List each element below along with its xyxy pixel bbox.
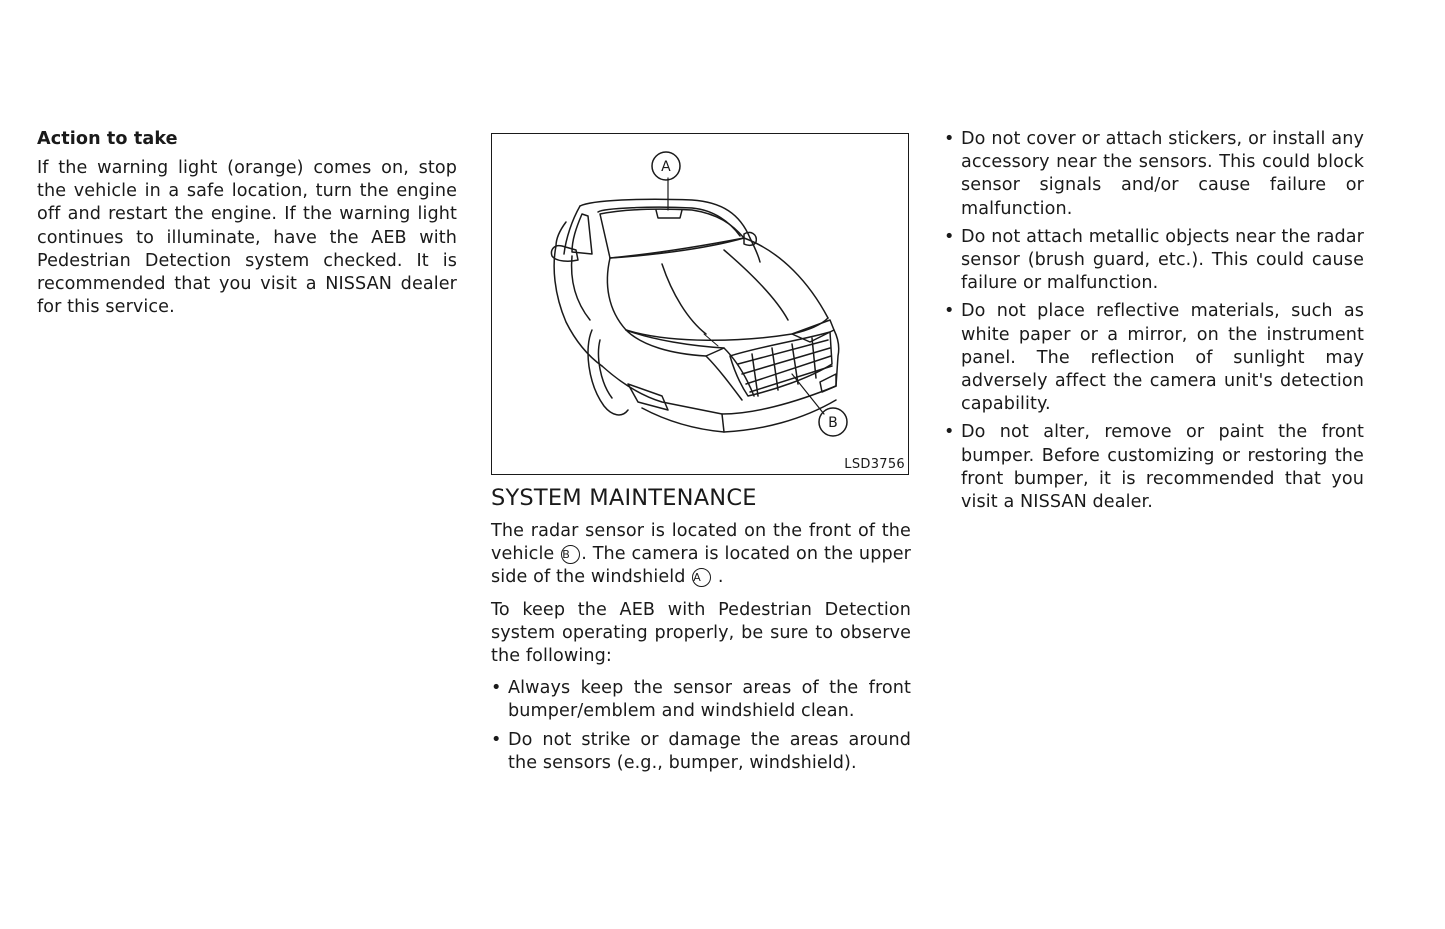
list-item: • Do not attach metallic objects near the radar sensor (brush guard, etc.). This could cause failure or malfunction.	[944, 226, 1364, 294]
action-paragraph: If the warning light (orange) comes on, stop the vehicle in a safe location, turn the engine off and restart the engine. If the warning light continues to illuminate, have the AEB with Pedestrian Detection system checked. It is recommended that you visit a NISSAN dealer for this service.	[37, 158, 457, 318]
car-front-illustration	[492, 134, 907, 473]
bullet-icon: •	[491, 678, 502, 699]
car-figure	[491, 133, 909, 475]
list-item: • Always keep the sensor areas of the front bumper/emblem and windshield clean.	[491, 678, 911, 722]
sensor-location-paragraph	[491, 520, 911, 590]
bullet-icon: •	[944, 226, 955, 247]
list-item: • Do not place reflective materials, such as white paper or a mirror, on the instrument panel. The reflection of sunlight may adversely affect the camera unit's detection capability.	[944, 301, 1364, 415]
bullet-icon: •	[944, 129, 955, 149]
left-column	[37, 128, 457, 328]
list-item: • Do not strike or damage the areas around the sensors (e.g., bumper, windshield).	[491, 729, 911, 773]
section-title: SYSTEM MAINTENANCE	[491, 485, 757, 511]
para1-text-1: The radar sensor is located on the front of the vehicle	[491, 521, 911, 565]
para1-text-3: .	[712, 567, 724, 588]
list-item: • Do not cover or attach stickers, or install any accessory near the sensors. This could block sensor signals and/or cause failure or malfunction.	[944, 129, 1364, 219]
bullet-icon: •	[944, 301, 955, 322]
middle-column	[491, 128, 911, 780]
right-column	[944, 128, 1364, 519]
marker-a: A	[692, 568, 711, 587]
bullet-icon: •	[944, 422, 955, 443]
callout-b-label: B	[828, 415, 838, 431]
figure-code: LSD3756	[844, 457, 905, 472]
precaution-bullet-list	[944, 128, 1364, 514]
para1-text-2: . The camera is located on the upper side of the windshield	[491, 544, 911, 588]
callout-a-label: A	[661, 159, 671, 175]
list-item: • Do not alter, remove or paint the front bumper. Before customizing or restoring the front bumper, it is recommended that you visit a NISSAN dealer.	[944, 422, 1364, 513]
bullet-icon: •	[491, 729, 502, 750]
marker-b: B	[561, 545, 580, 564]
maintenance-bullet-list	[491, 677, 911, 775]
action-heading: Action to take	[37, 129, 178, 149]
maintenance-intro-paragraph: To keep the AEB with Pedestrian Detection system operating properly, be sure to observe the following:	[491, 599, 911, 667]
